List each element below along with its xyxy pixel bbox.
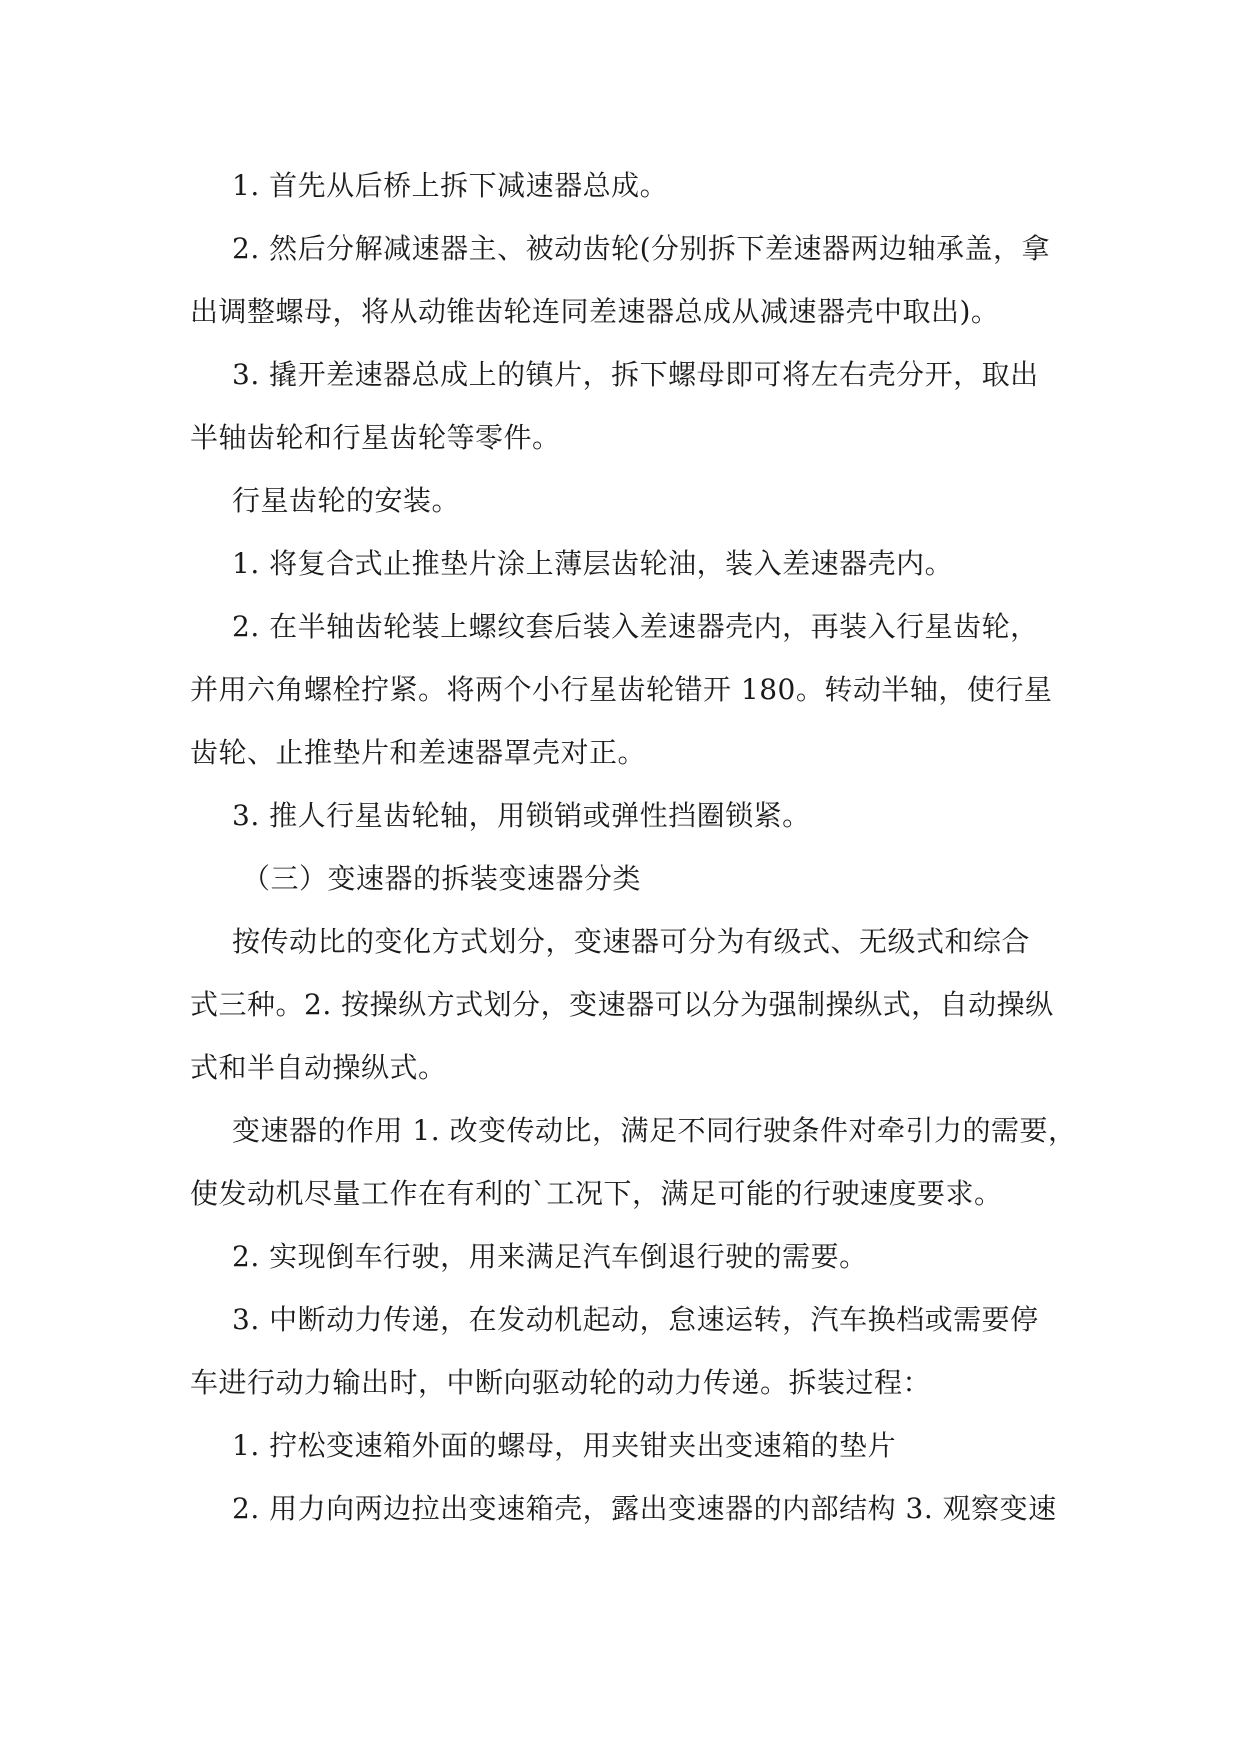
text-line: 半轴齿轮和行星齿轮等零件。 (190, 421, 561, 454)
text-line: 车进行动力输出时，中断向驱动轮的动力传递。拆装过程： (190, 1366, 932, 1399)
text-line: 1. 将复合式止推垫片涂上薄层齿轮油，装入差速器壳内。 (232, 547, 954, 580)
text-line: 2. 然后分解减速器主、被动齿轮(分别拆下差速器两边轴承盖，拿 (232, 232, 1051, 265)
text-line: 式三种。2. 按操纵方式划分，变速器可以分为强制操纵式，自动操纵 (190, 988, 1054, 1021)
text-line: 2. 用力向两边拉出变速箱壳，露出变速器的内部结构 3. 观察变速 (232, 1492, 1057, 1525)
section-heading: （三）变速器的拆装变速器分类 (242, 862, 642, 895)
text-line: 式和半自动操纵式。 (190, 1051, 447, 1084)
text-line: 按传动比的变化方式划分，变速器可分为有级式、无级式和综合 (232, 925, 1031, 958)
text-line: 3. 撬开差速器总成上的镇片，拆下螺母即可将左右壳分开，取出 (232, 358, 1039, 391)
text-line: 变速器的作用 1. 改变传动比，满足不同行驶条件对牵引力的需要， (232, 1114, 1077, 1147)
text-line: 齿轮、止推垫片和差速器罩壳对正。 (190, 736, 647, 769)
text-line: 行星齿轮的安装。 (232, 484, 461, 517)
document-body (190, 154, 1077, 1540)
text-line: 2. 在半轴齿轮装上螺纹套后装入差速器壳内，再装入行星齿轮， (232, 610, 1039, 643)
text-line: 出调整螺母，将从动锥齿轮连同差速器总成从减速器壳中取出)。 (190, 295, 1000, 328)
text-line: 3. 推人行星齿轮轴，用锁销或弹性挡圈锁紧。 (232, 799, 811, 832)
text-line: 2. 实现倒车行驶，用来满足汽车倒退行驶的需要。 (232, 1240, 868, 1273)
text-line: 1. 拧松变速箱外面的螺母，用夹钳夹出变速箱的垫片 (232, 1429, 897, 1462)
text-line: 并用六角螺栓拧紧。将两个小行星齿轮错开 180。转动半轴，使行星 (190, 673, 1053, 706)
text-line: 使发动机尽量工作在有利的`工况下，满足可能的行驶速度要求。 (190, 1177, 1003, 1210)
text-line: 1. 首先从后桥上拆下减速器总成。 (232, 169, 669, 202)
text-line: 3. 中断动力传递，在发动机起动，怠速运转，汽车换档或需要停 (232, 1303, 1039, 1336)
